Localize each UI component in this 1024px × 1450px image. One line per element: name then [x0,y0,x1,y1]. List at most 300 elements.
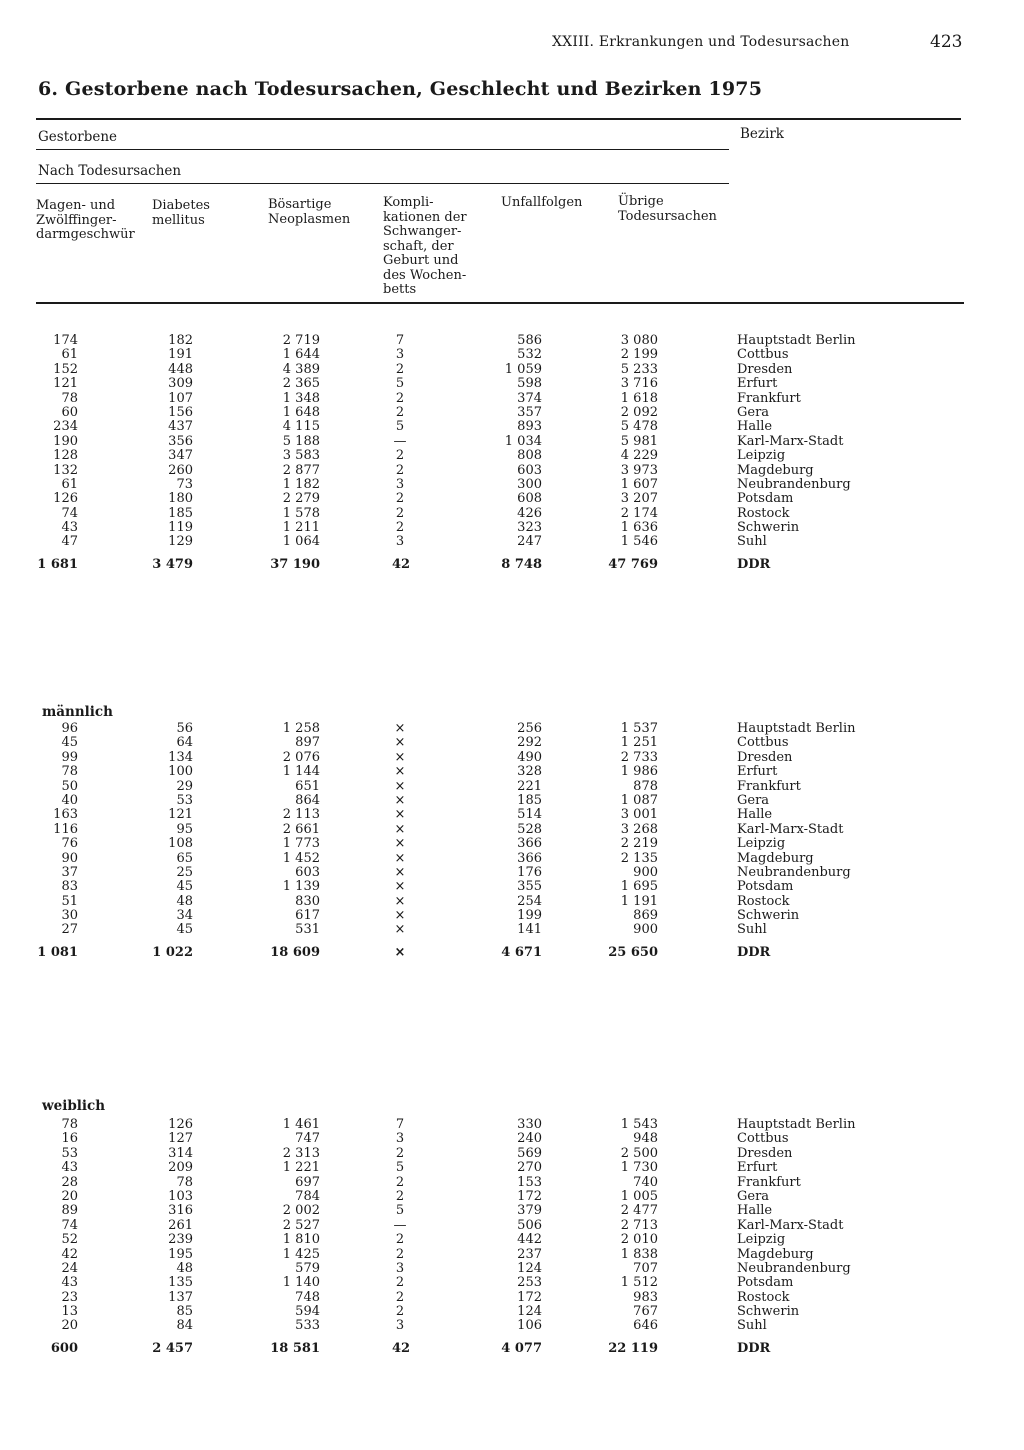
unfallfolgen-value: 1 034 [504,433,542,449]
table-row [0,808,1024,822]
table-row [0,1248,1024,1262]
diabetes-value: 437 [168,419,193,435]
magen-value: 13 [61,1304,78,1320]
unfallfolgen-value: 270 [517,1160,542,1176]
uebrige-value: 2 199 [620,347,658,363]
neoplasmen-value: 2 279 [282,491,320,507]
komplikationen-value: 5 [395,376,405,392]
magen-value: 78 [61,764,78,780]
uebrige-value: 2 092 [620,404,658,420]
neoplasmen-value: 2 877 [282,462,320,478]
uebrige-value: 3 973 [620,462,658,478]
komplikationen-value: 2 [395,1304,405,1320]
neoplasmen-value: 830 [295,893,320,909]
magen-value: 50 [61,778,78,794]
diabetes-value: 103 [168,1188,193,1204]
table-row [0,363,1024,377]
bezirk-name: Hauptstadt Berlin [737,721,856,736]
uebrige-value: 5 478 [620,419,658,435]
bezirk-name: Gera [737,1188,770,1204]
neoplasmen-value: 18 609 [270,944,320,960]
bezirk-name: Hauptstadt Berlin [737,333,856,348]
unfallfolgen-value: 4 077 [501,1340,542,1356]
uebrige-value: 1 546 [620,534,658,550]
komplikationen-value: 5 [395,1203,405,1219]
bezirk-name: Cottbus [737,735,789,751]
table-row [0,535,1024,549]
table-row [0,1161,1024,1175]
unfallfolgen-value: 366 [517,836,542,852]
komplikationen-value: 2 [395,491,405,507]
bezirk-name: Frankfurt [737,1174,801,1190]
table-row [0,736,1024,750]
uebrige-value: 47 769 [608,556,658,572]
bezirk-name: Gera [737,404,770,420]
table-row [0,794,1024,808]
table-row [0,435,1024,449]
neoplasmen-value: 1 211 [282,520,320,536]
table-row [0,909,1024,923]
neoplasmen-value: 1 425 [282,1246,320,1262]
magen-value: 30 [61,908,78,924]
magen-value: 89 [61,1203,78,1219]
unfallfolgen-value: 124 [517,1304,542,1320]
komplikationen-value: × [394,764,406,780]
unfallfolgen-value: 328 [517,764,542,780]
unfallfolgen-value: 221 [517,778,542,794]
uebrige-value: 3 268 [620,821,658,837]
unfallfolgen-value: 528 [517,821,542,837]
table-row [0,1305,1024,1319]
komplikationen-value: 2 [395,390,405,406]
table-row [0,1118,1024,1132]
uebrige-value: 1 986 [620,764,658,780]
bezirk-name: Potsdam [737,1275,794,1291]
uebrige-value: 1 512 [620,1275,658,1291]
magen-value: 128 [53,448,78,464]
unfallfolgen-value: 357 [517,404,542,420]
bezirk-name: Erfurt [737,1160,778,1176]
unfallfolgen-value: 153 [517,1174,542,1190]
uebrige-value: 900 [633,922,658,938]
unfallfolgen-value: 586 [517,333,542,348]
uebrige-value: 2 733 [620,749,658,765]
neoplasmen-value: 531 [295,922,320,938]
neoplasmen-value: 3 583 [282,448,320,464]
unfallfolgen-value: 8 748 [501,556,542,572]
bezirk-name: Karl-Marx-Stadt [737,1217,844,1233]
table-row [0,420,1024,434]
komplikationen-value: × [394,778,406,794]
column-header-uebrige: Übrige Todesursachen [618,194,717,224]
komplikationen-value: 2 [395,462,405,478]
magen-value: 152 [53,361,78,377]
komplikationen-value: 5 [395,419,405,435]
unfallfolgen-value: 355 [517,879,542,895]
uebrige-value: 3 207 [620,491,658,507]
unfallfolgen-value: 1 059 [504,361,542,377]
unfallfolgen-value: 4 671 [501,944,542,960]
magen-value: 78 [61,390,78,406]
header-bottom-rule [36,302,964,304]
uebrige-value: 983 [633,1289,658,1305]
neoplasmen-value: 1 452 [282,850,320,866]
neoplasmen-value: 1 644 [282,347,320,363]
unfallfolgen-value: 506 [517,1217,542,1233]
uebrige-value: 2 477 [620,1203,658,1219]
neoplasmen-value: 2 365 [282,376,320,392]
page-number: 423 [930,32,963,52]
komplikationen-value: × [394,908,406,924]
unfallfolgen-value: 256 [517,721,542,736]
komplikationen-value: 7 [395,333,405,348]
diabetes-value: 45 [176,922,193,938]
uebrige-value: 2 174 [620,505,658,521]
unfallfolgen-value: 603 [517,462,542,478]
table-row [0,1176,1024,1190]
uebrige-value: 1 695 [620,879,658,895]
uebrige-value: 1 618 [620,390,658,406]
bezirk-name: Cottbus [737,1131,789,1147]
neoplasmen-value: 1 221 [282,1160,320,1176]
bezirk-name: Magdeburg [737,462,814,478]
komplikationen-value: 3 [395,1318,405,1334]
uebrige-value: 4 229 [620,448,658,464]
komplikationen-value: 2 [395,1289,405,1305]
neoplasmen-value: 4 115 [282,419,320,435]
bezirk-name: Frankfurt [737,390,801,406]
unfallfolgen-value: 292 [517,735,542,751]
header-top-rule [36,118,961,120]
section-female [0,1118,1024,1356]
komplikationen-value: × [394,836,406,852]
komplikationen-value: 2 [395,1246,405,1262]
diabetes-value: 309 [168,376,193,392]
bezirk-name: DDR [737,556,771,572]
uebrige-value: 1 537 [620,721,658,736]
diabetes-value: 209 [168,1160,193,1176]
diabetes-value: 48 [176,893,193,909]
bezirk-name: Halle [737,1203,773,1219]
unfallfolgen-value: 330 [517,1117,542,1132]
komplikationen-value: 2 [395,361,405,377]
uebrige-value: 1 838 [620,1246,658,1262]
diabetes-value: 78 [176,1174,193,1190]
diabetes-value: 191 [168,347,193,363]
bezirk-name: Potsdam [737,879,794,895]
neoplasmen-value: 747 [295,1131,320,1147]
table-row [0,1147,1024,1161]
diabetes-value: 129 [168,534,193,550]
unfallfolgen-value: 199 [517,908,542,924]
neoplasmen-value: 2 313 [282,1145,320,1161]
unfallfolgen-value: 532 [517,347,542,363]
magen-value: 190 [53,433,78,449]
diabetes-value: 185 [168,505,193,521]
uebrige-value: 5 233 [620,361,658,377]
neoplasmen-value: 2 002 [282,1203,320,1219]
komplikationen-value: 2 [395,520,405,536]
bezirk-name: Frankfurt [737,778,801,794]
komplikationen-value: × [394,821,406,837]
neoplasmen-value: 2 661 [282,821,320,837]
neoplasmen-value: 1 773 [282,836,320,852]
magen-value: 23 [61,1289,78,1305]
table-row [0,1219,1024,1233]
komplikationen-value: 42 [392,1340,411,1356]
magen-value: 52 [61,1232,78,1248]
diabetes-value: 314 [168,1145,193,1161]
magen-value: 76 [61,836,78,852]
magen-value: 47 [61,534,78,550]
bezirk-name: Dresden [737,1145,793,1161]
magen-value: 51 [61,893,78,909]
diabetes-value: 25 [176,864,193,880]
magen-value: 78 [61,1117,78,1132]
diabetes-value: 239 [168,1232,193,1248]
table-row [0,492,1024,506]
unfallfolgen-value: 374 [517,390,542,406]
column-header-diabetes: Diabetes mellitus [152,198,210,228]
table-row [0,1262,1024,1276]
magen-value: 37 [61,864,78,880]
uebrige-value: 25 650 [608,944,658,960]
magen-value: 61 [61,347,78,363]
bezirk-name: Schwerin [737,908,800,924]
uebrige-value: 1 087 [620,792,658,808]
table-total-row [0,558,1024,572]
komplikationen-value: × [394,922,406,938]
table-row [0,751,1024,765]
komplikationen-value: — [393,1217,407,1233]
column-header-neoplasmen: Bösartige Neoplasmen [268,197,351,227]
bezirk-name: DDR [737,1340,771,1356]
table-row [0,449,1024,463]
diabetes-value: 107 [168,390,193,406]
magen-value: 45 [61,735,78,751]
diabetes-value: 48 [176,1260,193,1276]
neoplasmen-value: 1 144 [282,764,320,780]
neoplasmen-value: 4 389 [282,361,320,377]
table-row [0,464,1024,478]
uebrige-value: 1 636 [620,520,658,536]
table-row [0,852,1024,866]
diabetes-value: 180 [168,491,193,507]
komplikationen-value: × [394,792,406,808]
komplikationen-value: 3 [395,534,405,550]
diabetes-value: 448 [168,361,193,377]
unfallfolgen-value: 172 [517,1289,542,1305]
neoplasmen-value: 1 810 [282,1232,320,1248]
komplikationen-value: × [394,749,406,765]
komplikationen-value: × [394,893,406,909]
magen-value: 174 [53,333,78,348]
bezirk-name: Hauptstadt Berlin [737,1117,856,1132]
magen-value: 234 [53,419,78,435]
table-row [0,1132,1024,1146]
bezirk-name: Leipzig [737,1232,786,1248]
uebrige-value: 2 010 [620,1232,658,1248]
uebrige-value: 3 001 [620,807,658,823]
magen-value: 27 [61,922,78,938]
unfallfolgen-value: 490 [517,749,542,765]
komplikationen-value: 3 [395,1131,405,1147]
diabetes-value: 356 [168,433,193,449]
diabetes-value: 64 [176,735,193,751]
uebrige-value: 1 191 [620,893,658,909]
table-row [0,377,1024,391]
header-nach-todesursachen: Nach Todesursachen [38,163,182,179]
magen-value: 53 [61,1145,78,1161]
diabetes-value: 121 [168,807,193,823]
magen-value: 20 [61,1188,78,1204]
header-rule-todesursachen [36,183,729,184]
magen-value: 43 [61,520,78,536]
komplikationen-value: 2 [395,1145,405,1161]
bezirk-name: Rostock [737,893,790,909]
komplikationen-value: × [394,879,406,895]
magen-value: 43 [61,1160,78,1176]
unfallfolgen-value: 176 [517,864,542,880]
uebrige-value: 3 080 [620,333,658,348]
bezirk-name: Rostock [737,1289,790,1305]
diabetes-value: 134 [168,749,193,765]
komplikationen-value: 2 [395,505,405,521]
diabetes-value: 34 [176,908,193,924]
table-row [0,478,1024,492]
section-male-label: männlich [42,704,113,720]
neoplasmen-value: 603 [295,864,320,880]
unfallfolgen-value: 808 [517,448,542,464]
magen-value: 83 [61,879,78,895]
diabetes-value: 29 [176,778,193,794]
diabetes-value: 45 [176,879,193,895]
komplikationen-value: 2 [395,1275,405,1291]
table-row [0,722,1024,736]
bezirk-name: Gera [737,792,770,808]
table-row [0,923,1024,937]
table-row [0,823,1024,837]
bezirk-name: DDR [737,944,771,960]
column-header-komplikationen: Kompli- kationen der Schwanger- schaft, der Geburt und des Wochen- betts [383,195,467,297]
bezirk-name: Neubrandenburg [737,1260,851,1276]
header-bezirk: Bezirk [740,126,784,142]
bezirk-name: Magdeburg [737,1246,814,1262]
bezirk-name: Karl-Marx-Stadt [737,433,844,449]
neoplasmen-value: 1 140 [282,1275,320,1291]
header-rule-gestorbene [36,149,729,150]
bezirk-name: Suhl [737,1318,767,1334]
magen-value: 116 [53,821,78,837]
column-header-unfallfolgen: Unfallfolgen [501,195,583,210]
bezirk-name: Dresden [737,361,793,377]
magen-value: 1 681 [37,556,78,572]
table-row [0,507,1024,521]
magen-value: 74 [61,1217,78,1233]
uebrige-value: 1 543 [620,1117,658,1132]
table-row [0,1276,1024,1290]
komplikationen-value: 2 [395,1174,405,1190]
bezirk-name: Neubrandenburg [737,864,851,880]
unfallfolgen-value: 240 [517,1131,542,1147]
uebrige-value: 2 219 [620,836,658,852]
unfallfolgen-value: 608 [517,491,542,507]
diabetes-value: 260 [168,462,193,478]
unfallfolgen-value: 253 [517,1275,542,1291]
magen-value: 1 081 [37,944,78,960]
unfallfolgen-value: 893 [517,419,542,435]
diabetes-value: 65 [176,850,193,866]
magen-value: 43 [61,1275,78,1291]
uebrige-value: 878 [633,778,658,794]
uebrige-value: 646 [633,1318,658,1334]
uebrige-value: 2 713 [620,1217,658,1233]
table-row [0,521,1024,535]
section-total [0,334,1024,572]
neoplasmen-value: 18 581 [270,1340,320,1356]
table-row [0,880,1024,894]
diabetes-value: 347 [168,448,193,464]
magen-value: 28 [61,1174,78,1190]
table-row [0,334,1024,348]
neoplasmen-value: 1 578 [282,505,320,521]
magen-value: 126 [53,491,78,507]
uebrige-value: 2 135 [620,850,658,866]
diabetes-value: 127 [168,1131,193,1147]
magen-value: 61 [61,476,78,492]
table-row [0,1291,1024,1305]
komplikationen-value: 2 [395,1232,405,1248]
diabetes-value: 195 [168,1246,193,1262]
diabetes-value: 316 [168,1203,193,1219]
unfallfolgen-value: 237 [517,1246,542,1262]
diabetes-value: 1 022 [152,944,193,960]
table-title: 6. Gestorbene nach Todesursachen, Geschlecht und Bezirken 1975 [38,78,763,100]
magen-value: 600 [50,1340,78,1356]
neoplasmen-value: 1 648 [282,404,320,420]
magen-value: 16 [61,1131,78,1147]
table-row [0,406,1024,420]
table-row [0,837,1024,851]
bezirk-name: Karl-Marx-Stadt [737,821,844,837]
magen-value: 74 [61,505,78,521]
komplikationen-value: × [394,850,406,866]
komplikationen-value: × [394,807,406,823]
neoplasmen-value: 748 [295,1289,320,1305]
diabetes-value: 135 [168,1275,193,1291]
unfallfolgen-value: 141 [517,922,542,938]
diabetes-value: 2 457 [152,1340,193,1356]
neoplasmen-value: 594 [295,1304,320,1320]
komplikationen-value: 2 [395,404,405,420]
diabetes-value: 100 [168,764,193,780]
diabetes-value: 261 [168,1217,193,1233]
uebrige-value: 900 [633,864,658,880]
magen-value: 132 [53,462,78,478]
diabetes-value: 137 [168,1289,193,1305]
uebrige-value: 767 [633,1304,658,1320]
magen-value: 121 [53,376,78,392]
bezirk-name: Halle [737,419,773,435]
uebrige-value: 5 981 [620,433,658,449]
bezirk-name: Schwerin [737,1304,800,1320]
komplikationen-value: 2 [395,448,405,464]
uebrige-value: 948 [633,1131,658,1147]
bezirk-name: Leipzig [737,448,786,464]
uebrige-value: 1 005 [620,1188,658,1204]
magen-value: 40 [61,792,78,808]
komplikationen-value: 7 [395,1117,405,1132]
